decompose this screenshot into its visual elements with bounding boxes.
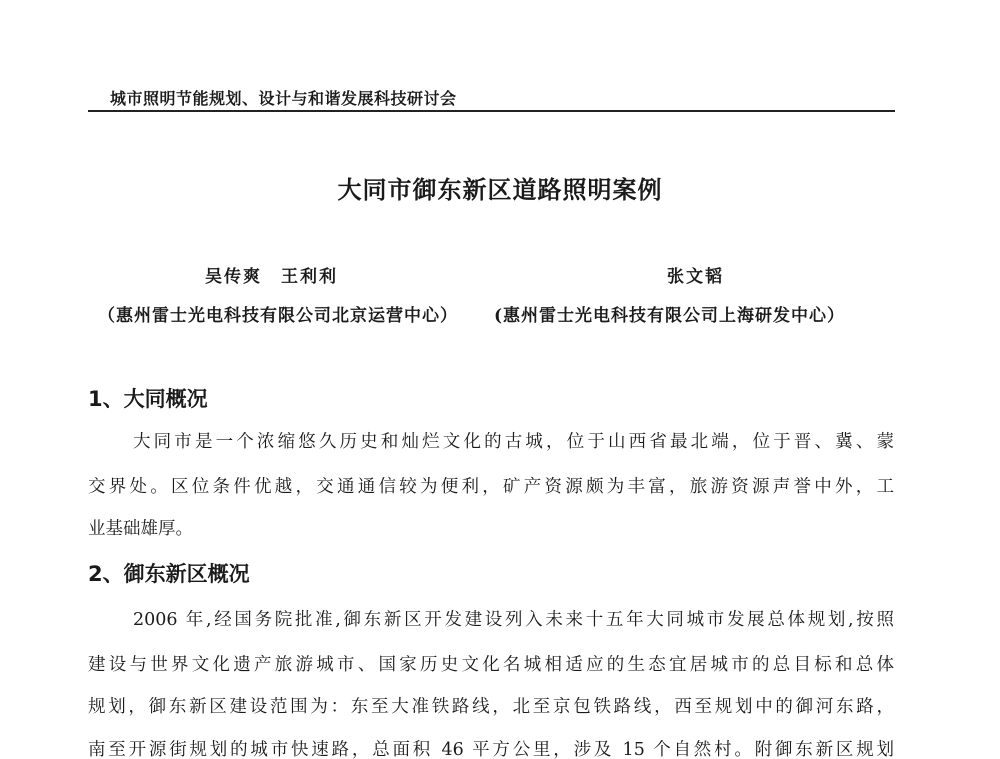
- section-heading-yudong: 2、御东新区概况: [88, 562, 250, 586]
- section-heading-overview: 1、大同概况: [88, 387, 208, 411]
- paragraph-line: 交界处。区位条件优越，交通通信较为便利，矿产资源颇为丰富，旅游资源声誉中外，工: [88, 477, 894, 497]
- affiliation-right: (惠州雷士光电科技有限公司上海研发中心）: [494, 306, 846, 326]
- authors-left: 吴传爽 王利利: [205, 267, 338, 287]
- paragraph-line: 大同市是一个浓缩悠久历史和灿烂文化的古城，位于山西省最北端，位于晋、冀、蒙: [133, 432, 894, 452]
- paragraph-line: 业基础雄厚。: [88, 519, 193, 539]
- affiliation-left: （惠州雷士光电科技有限公司北京运营中心）: [98, 306, 458, 326]
- header-rule: [88, 110, 895, 112]
- paper-title: 大同市御东新区道路照明案例: [337, 176, 663, 204]
- paragraph-line: 南至开源街规划的城市快速路，总面积 46 平方公里，涉及 15 个自然村。附御东新区规划: [88, 740, 894, 759]
- running-header-title: 城市照明节能规划、设计与和谐发展科技研讨会: [110, 89, 457, 108]
- paragraph-line: 2006 年,经国务院批准,御东新区开发建设列入未来十五年大同城市发展总体规划,按照: [133, 610, 894, 630]
- paragraph-line: 规划，御东新区建设范围为：东至大准铁路线，北至京包铁路线，西至规划中的御河东路，: [88, 697, 894, 717]
- authors-right: 张文韬: [667, 267, 724, 287]
- paragraph-line: 建设与世界文化遗产旅游城市、国家历史文化名城相适应的生态宜居城市的总目标和总体: [88, 655, 894, 675]
